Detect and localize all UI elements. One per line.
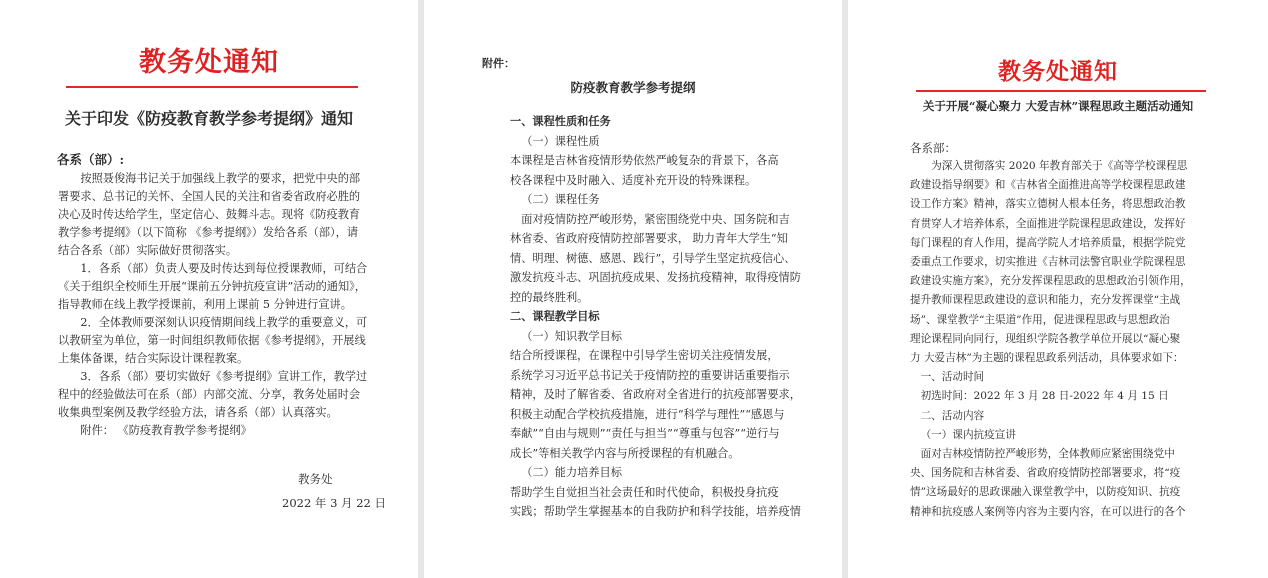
text-line: 署要求、总书记的关怀、全国人民的关注和省委省政府必胜的 xyxy=(58,190,361,203)
text-line: 为深入贯彻落实 2020 年教育部关于《高等学校课程思 xyxy=(931,160,1188,172)
text-line: 上集体备课，结合实际设计课程教案。 xyxy=(58,352,249,365)
text-line: 帮助学生自觉担当社会责任和时代使命，积极投身抗疫 xyxy=(510,485,779,499)
outline-body xyxy=(510,112,801,522)
text-line: 林省委、省政府疫情防控部署要求， 助力青年大学生“知 xyxy=(510,232,788,245)
text-line: 二、课程教学目标 xyxy=(510,309,600,323)
text-line: 成长”等相关教学内容与所授课程的有机融合。 xyxy=(510,446,740,460)
notice-title: 关于开展“凝心聚力 大爱吉林”课程思政主题活动通知 xyxy=(922,99,1194,113)
text-line: 3．各系（部）要切实做好《参考提纲》宣讲工作，教学过 xyxy=(80,370,368,383)
text-line: 2．全体教师要深刻认识疫情期间线上教学的重要意义，可 xyxy=(80,316,368,329)
text-line: 央、国务院和吉林省委、省政府疫情防控部署要求，将“疫 xyxy=(910,467,1181,480)
text-line: （一）课内抗疫宣讲 xyxy=(920,428,1016,441)
text-line: 1．各系（部）负责人要及时传达到每位授课教师，可结合 xyxy=(80,262,368,275)
text-line: 教学参考提纲》（以下简称 《参考提纲》）发给各系（部），请 xyxy=(58,226,359,239)
text-line: 结合各系（部）实际做好贯彻落实。 xyxy=(58,244,238,257)
notice-body xyxy=(910,157,1191,522)
text-line: 一、课程性质和任务 xyxy=(510,114,611,128)
text-line: 附件： 《防疫教育教学参考提纲》 xyxy=(80,424,252,437)
text-line: 本课程是吉林省疫情形势依然严峻复杂的背景下，各高 xyxy=(510,154,779,167)
text-line: 委重点工作要求，切实推进《吉林司法警官职业学院课程思 xyxy=(910,256,1186,269)
text-line: 程中的经验做法可在系（部）内部交流、分享，教务处届时会 xyxy=(58,388,361,401)
text-line: 初选时间：2022 年 3 月 28 日-2022 年 4 月 15 日 xyxy=(920,390,1169,403)
text-line: 政建设实施方案》，充分发挥课程思政的思想政治引领作用， xyxy=(910,275,1191,288)
text-line: 政建设指导纲要》和《吉林省全面推进高等学校课程思政建 xyxy=(910,179,1186,192)
text-line: 指导教师在线上教学授课前，利用上课前 5 分钟进行宣讲。 xyxy=(58,298,352,311)
masthead: 教务处通知 xyxy=(998,58,1118,85)
outline-title: 防疫教育教学参考提纲 xyxy=(570,80,696,95)
notice-title: 关于印发《防疫教育教学参考提纲》通知 xyxy=(64,109,353,128)
text-line: 奉献”“自由与规则”“责任与担当”“尊重与包容”“逆行与 xyxy=(510,427,780,440)
text-line: 激发抗疫斗志、巩固抗疫成果、发扬抗疫精神，取得疫情防 xyxy=(510,271,801,284)
salutation: 各系（部）: xyxy=(57,152,125,167)
text-line: 提升教师课程思政建设的意识和能力，充分发挥课堂“主战 xyxy=(910,294,1181,307)
text-line: 积极主动配合学校抗疫措施，进行“科学与理性”“感恩与 xyxy=(510,407,785,421)
text-line: 校各课程中及时融入、适度补充开设的特殊课程。 xyxy=(510,173,757,187)
text-line: （二）能力培养目标 xyxy=(521,466,622,479)
text-line: 决心及时传达给学生，坚定信心、鼓舞斗志。现将《防疫教育 xyxy=(58,208,361,221)
text-line: 一、活动时间 xyxy=(920,371,985,384)
text-line: 面对吉林疫情防控严峻形势，全体教师应紧密围绕党中 xyxy=(920,448,1175,461)
text-line: （二）课程任务 xyxy=(521,193,600,206)
document-page-2 xyxy=(424,0,842,578)
masthead-red-rule xyxy=(66,86,358,88)
text-line: 收集典型案例及教学经验方法，请各系（部）认真落实。 xyxy=(58,406,338,419)
salutation: 各系部： xyxy=(910,141,956,155)
text-line: 场”、课堂教学“主渠道”作用，促进课程思政与思想政治 xyxy=(910,313,1170,326)
text-line: 按照聂俊海书记关于加强线上教学的要求，把党中央的部 xyxy=(80,172,361,185)
text-line: 精神和抗疫感人案例等内容为主要内容，在可以进行的各个 xyxy=(910,505,1186,518)
text-line: 情、明理、树德、感恩、践行”，引导学生坚定抗疫信心、 xyxy=(510,251,796,265)
text-line: 控的最终胜利。 xyxy=(510,290,589,304)
text-line: 系统学习习近平总书记关于疫情防控的重要讲话重要指示 xyxy=(510,368,790,382)
text-line: 面对疫情防控严峻形势，紧密围绕党中央、国务院和吉 xyxy=(521,212,790,226)
text-line: 设工作方案》精神，落实立德树人根本任务，将思想政治教 xyxy=(910,198,1186,211)
document-page-1 xyxy=(0,0,418,578)
notice-date: 2022 年 3 月 22 日 xyxy=(282,496,386,510)
text-line: 结合所授课程，在课程中引导学生密切关注疫情发展， xyxy=(510,349,779,362)
text-line: （一）课程性质 xyxy=(521,134,600,148)
masthead: 教务处通知 xyxy=(139,47,279,78)
signature: 教务处 xyxy=(298,472,333,486)
text-line: 实践；帮助学生掌握基本的自我防护和科学技能，培养疫情 xyxy=(510,505,801,518)
masthead-red-rule xyxy=(916,90,1206,92)
text-line: 情”这场最好的思政课融入课堂教学中，以防疫知识、抗疫 xyxy=(910,486,1181,499)
document-page-3 xyxy=(848,0,1268,578)
text-line: 《关于组织全校师生开展“课前五分钟抗疫宣讲”活动的通知》， xyxy=(58,280,366,293)
text-line: （一）知识教学目标 xyxy=(521,329,622,343)
text-line: 每门课程的育人作用，提高学院人才培养质量，根据学院党 xyxy=(910,236,1186,249)
attachment-label: 附件： xyxy=(482,57,515,70)
text-line: 二、活动内容 xyxy=(920,409,985,422)
text-line: 育贯穿人才培养体系，全面推进学院课程思政建设，发挥好 xyxy=(910,217,1186,230)
notice-body xyxy=(58,170,367,440)
text-line: 理论课程同向同行，现组织学院各教学单位开展以“凝心聚 xyxy=(910,332,1181,345)
text-line: 以教研室为单位，第一时间组织教师依据《参考提纲》，开展线 xyxy=(58,334,366,347)
text-line: 精神，及时了解省委、省政府对全省进行的抗疫部署要求， xyxy=(510,388,801,401)
text-line: 力 大爱吉林”为主题的课程思政系列活动，具体要求如下： xyxy=(910,352,1184,365)
